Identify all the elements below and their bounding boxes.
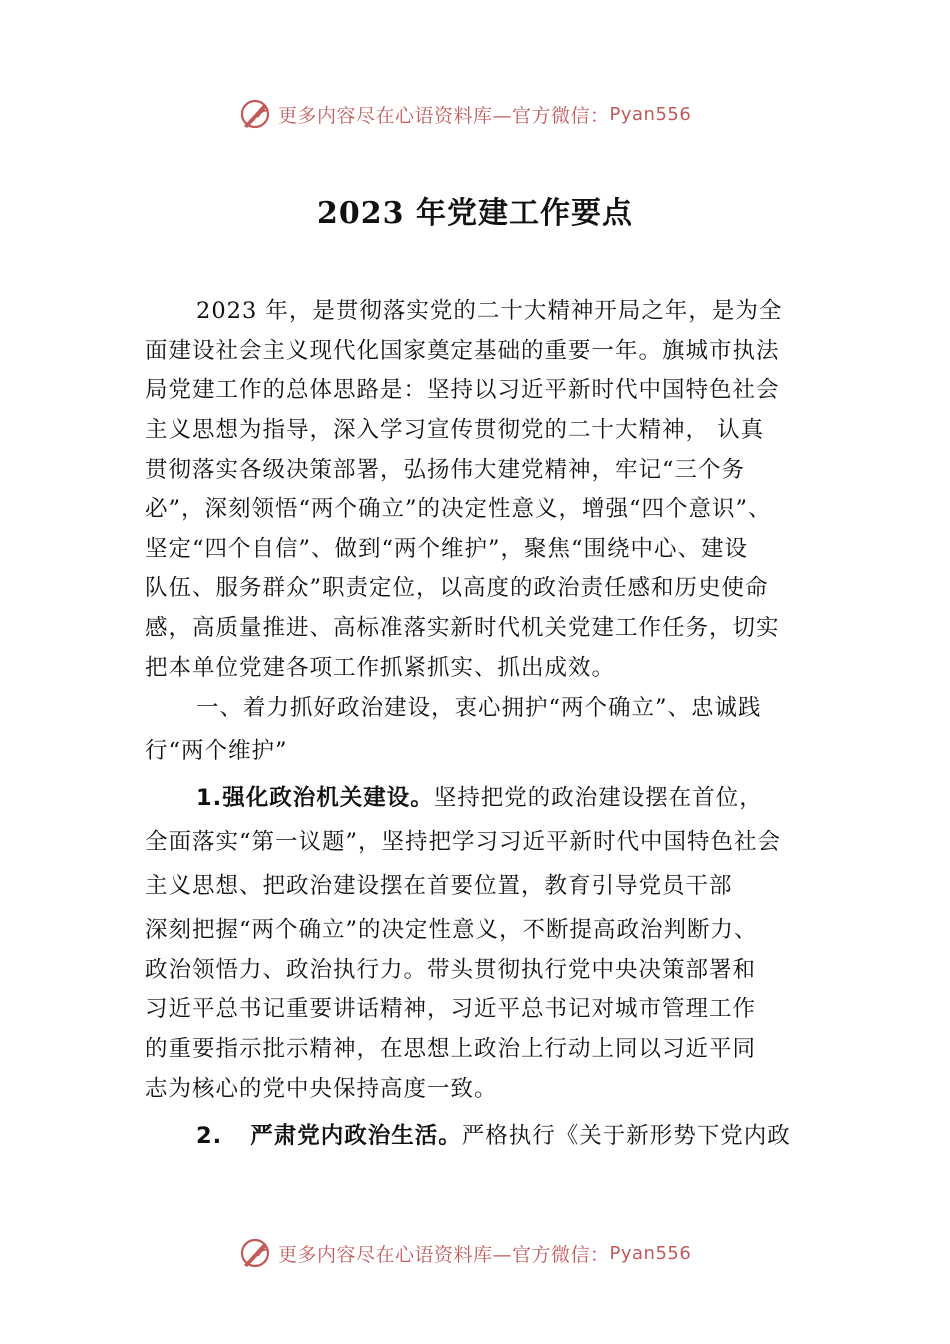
header-banner — [238, 94, 798, 134]
paragraph-line: 必”，深刻领悟“两个确立”的决定性意义，增强“四个意识”、 — [145, 496, 772, 522]
item1-line: 习近平总书记重要讲话精神，习近平总书记对城市管理工作 — [145, 996, 757, 1022]
document-title: 2023 年党建工作要点 — [317, 196, 633, 231]
pen-logo-icon — [238, 97, 272, 131]
banner-text: 更多内容尽在心语资料库—官方微信： — [278, 1243, 610, 1266]
item1-first-text: 坚持把党的政治建设摆在首位， — [433, 785, 763, 811]
paragraph-line: 坚定“四个自信”、做到“两个维护”，聚焦“围绕中心、建设 — [145, 536, 749, 562]
paragraph-line: 主义思想为指导，深入学习宣传贯彻党的二十大精神， 认真 — [145, 417, 765, 443]
item1-line: 主义思想、把政治建设摆在首要位置，教育引导党员干部 — [145, 873, 733, 899]
paragraph-line: 感，高质量推进、高标准落实新时代机关党建工作任务，切实 — [145, 615, 780, 641]
paragraph-line: 贯彻落实各级决策部署，弘扬伟大建党精神，牢记“三个务 — [145, 457, 746, 483]
item2-number: 2. — [196, 1123, 223, 1149]
item1-lead: 1.强化政治机关建设。 — [196, 785, 434, 811]
paragraph-line: 队伍、服务群众”职责定位，以高度的政治责任感和历史使命 — [145, 575, 769, 601]
item1-line: 的重要指示批示精神，在思想上政治上行动上同以习近平同 — [145, 1036, 757, 1062]
pen-logo-icon — [238, 1236, 272, 1270]
paragraph-line: 局党建工作的总体思路是：坚持以习近平新时代中国特色社会 — [145, 377, 780, 403]
item1-line: 志为核心的党中央保持高度一致。 — [145, 1076, 498, 1102]
item1-line: 深刻把握“两个确立”的决定性意义，不断提高政治判断力、 — [145, 917, 758, 943]
item2-lead: 严肃党内政治生活。 — [250, 1123, 462, 1149]
paragraph-line: 把本单位党建各项工作抓紧抓实、抓出成效。 — [145, 655, 616, 681]
item1-line: 政治领悟力、政治执行力。带头贯彻执行党中央决策部署和 — [145, 957, 757, 983]
item2-text: 严格执行《关于新形势下党内政 — [461, 1123, 791, 1149]
item1-line: 全面落实“第一议题”，坚持把学习习近平新时代中国特色社会 — [145, 829, 782, 855]
item1-first-line — [196, 780, 763, 812]
paragraph-line: 2023 年，是贯彻落实党的二十大精神开局之年，是为全 — [196, 298, 783, 324]
paragraph-line: 面建设社会主义现代化国家奠定基础的重要一年。旗城市执法 — [145, 338, 780, 364]
item2-line — [196, 1118, 791, 1150]
section-heading-line: 行“两个维护” — [145, 738, 288, 764]
footer-banner — [238, 1233, 798, 1273]
banner-text: 更多内容尽在心语资料库—官方微信： — [278, 104, 610, 127]
section-heading-line: 一、着力抓好政治建设，衷心拥护“两个确立”、忠诚践 — [196, 695, 762, 721]
banner-wechat-id: Pyan556 — [609, 103, 692, 125]
banner-wechat-id: Pyan556 — [609, 1242, 692, 1264]
